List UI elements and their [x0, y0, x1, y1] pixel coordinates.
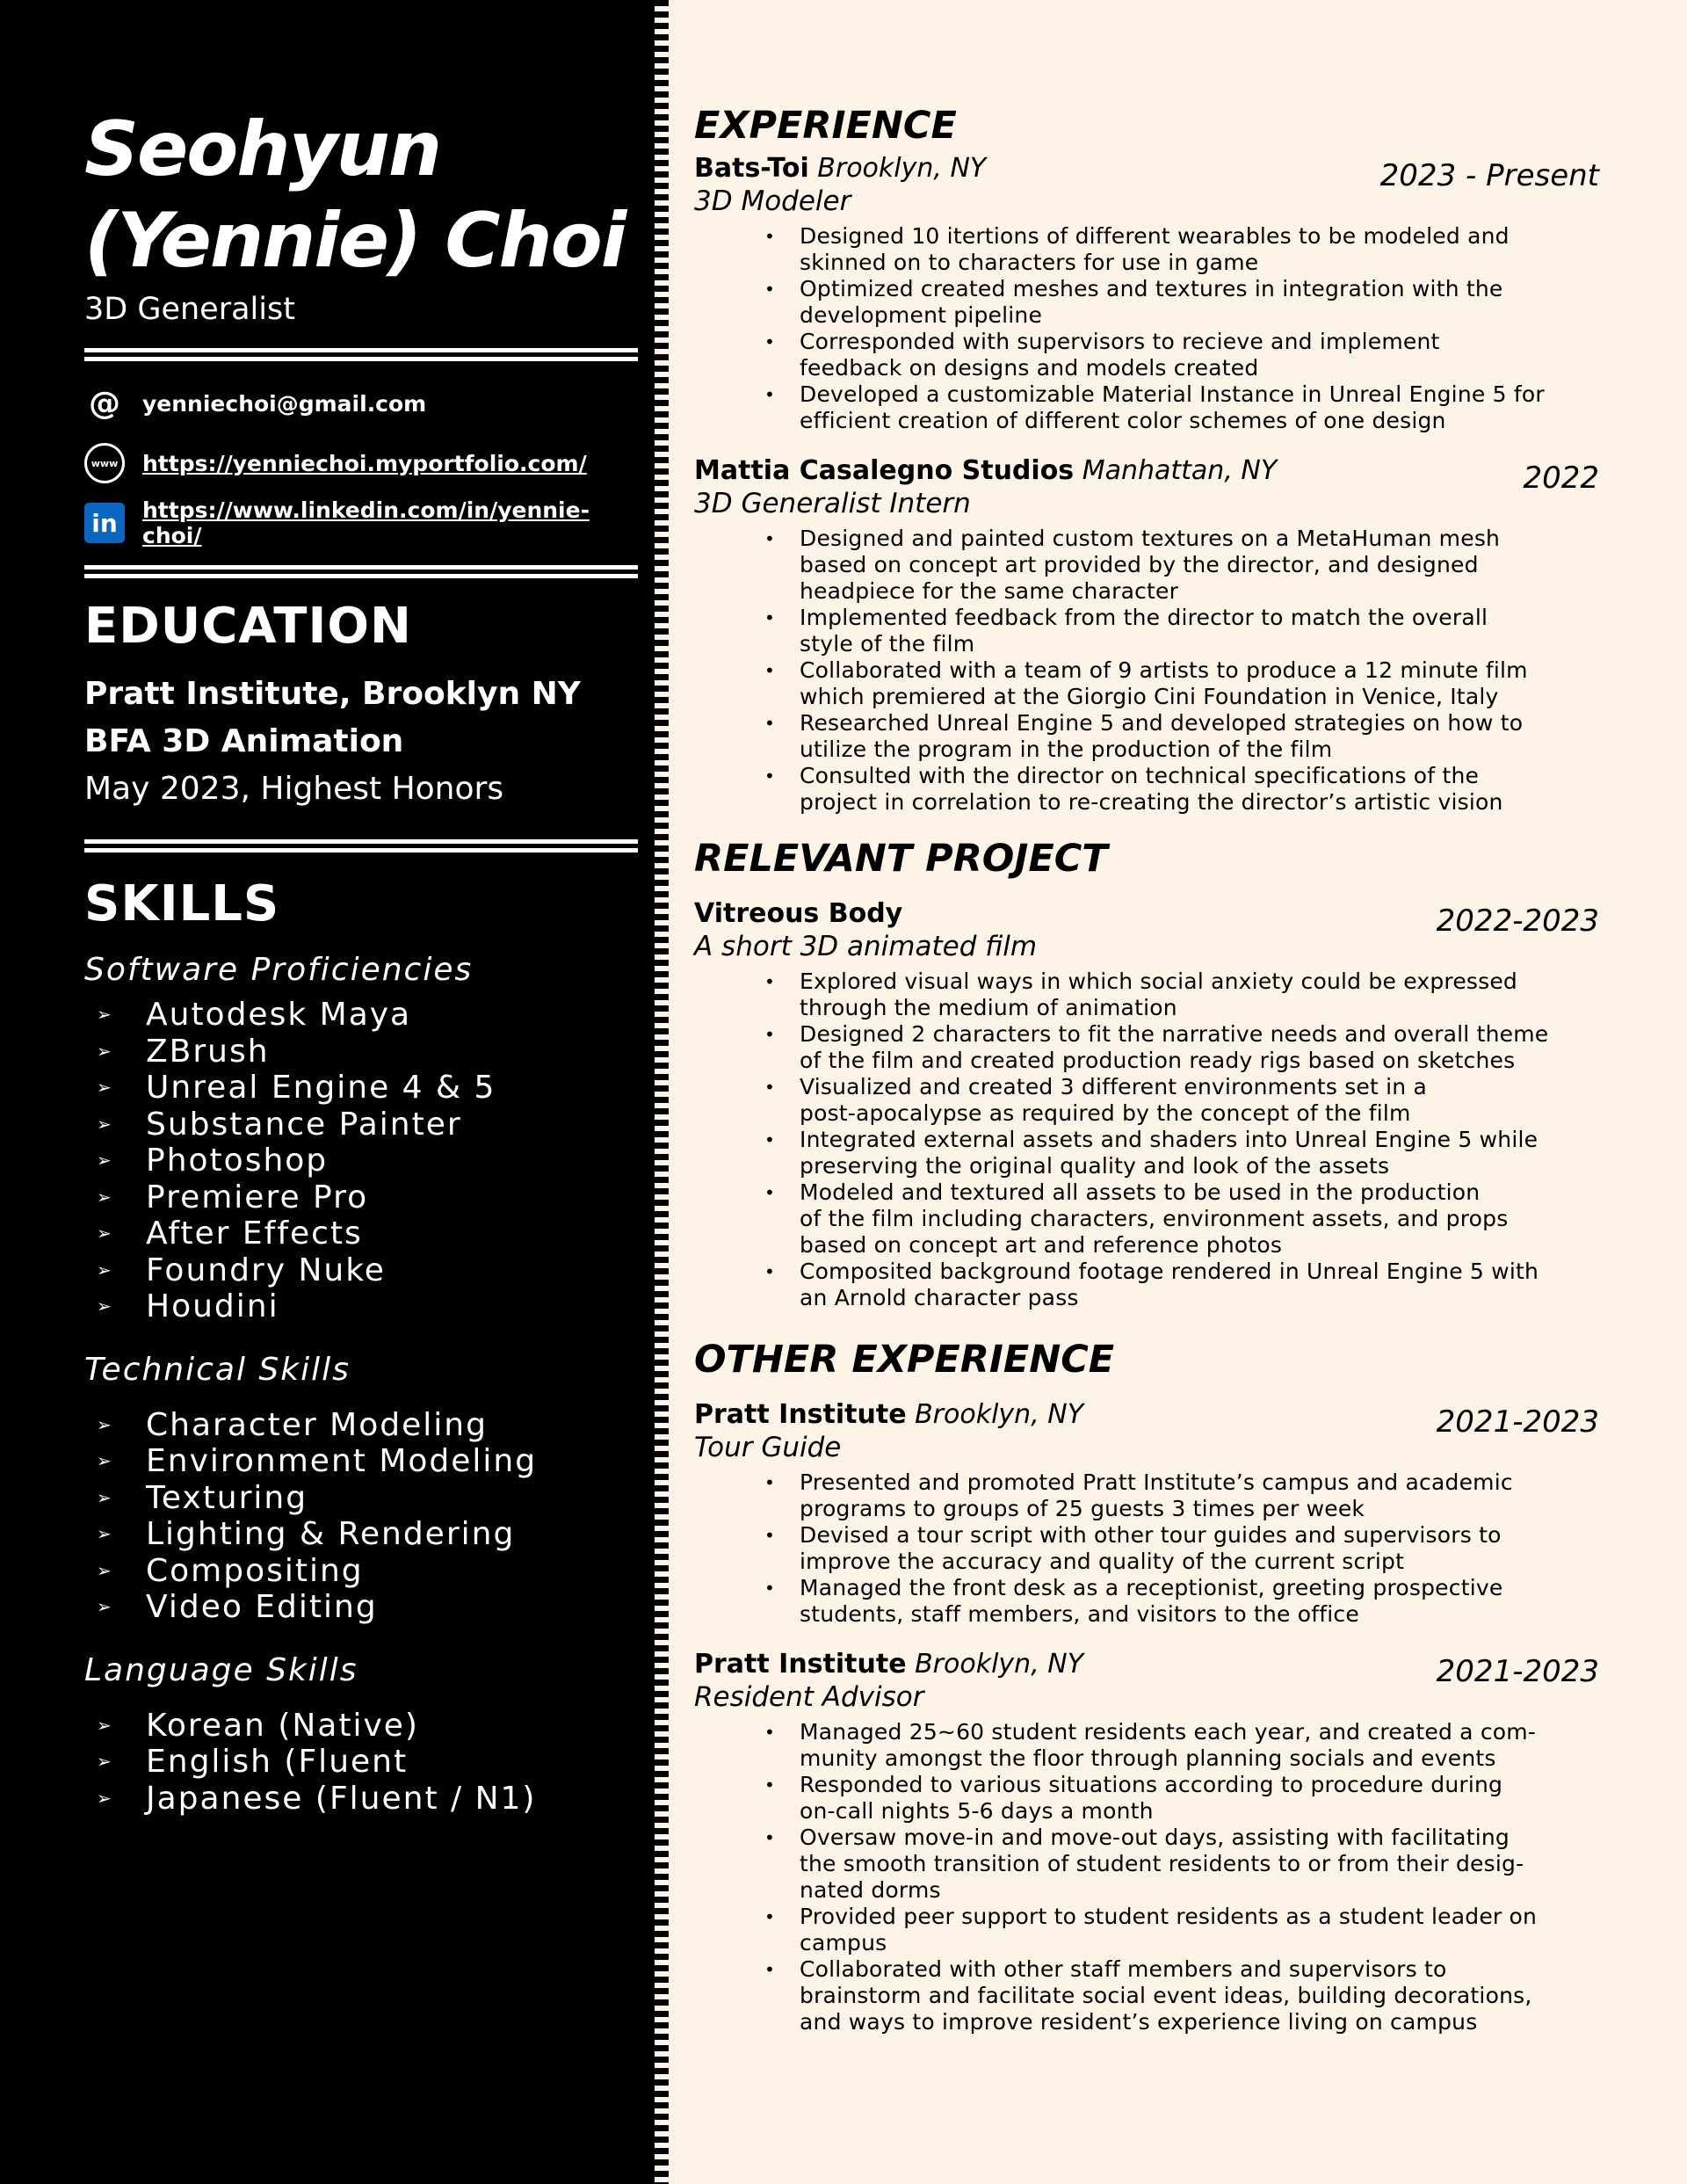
arrow-bullet-icon: ➢	[97, 1523, 113, 1544]
bullet-item	[764, 969, 1599, 1021]
skill-item	[84, 997, 638, 1034]
skill-item	[84, 1781, 638, 1818]
contact-list	[84, 374, 638, 553]
bullet-line: preserving the original quality and look of the assets	[800, 1153, 1390, 1179]
bullet-item	[764, 1179, 1599, 1259]
arrow-bullet-icon: ➢	[97, 1077, 113, 1098]
bullet-line: Integrated external assets and shaders into Unreal Engine 5 while	[800, 1127, 1539, 1152]
entry-location: Manhattan, NY	[1082, 455, 1278, 486]
entry-date: 2021-2023	[1436, 1654, 1599, 1689]
bullet-line: based on concept art and reference photos	[800, 1232, 1283, 1258]
skill-list	[84, 1708, 638, 1818]
skill-item-text: Substance Painter	[146, 1106, 462, 1143]
bullet-item	[764, 1127, 1599, 1179]
bullet-line: Explored visual ways in which social anxiety could be expressed	[800, 969, 1518, 994]
section-heading: OTHER EXPERIENCE	[694, 1338, 1115, 1382]
bullet-line: Designed 10 itertions of different wearables to be modeled and	[800, 223, 1510, 249]
bullet-line: Responded to various situations according to procedure during	[800, 1772, 1503, 1797]
skill-item-text: Japanese (Fluent / N1)	[146, 1780, 537, 1817]
skill-item	[84, 1252, 638, 1289]
bullet-line: Collaborated with other staff members and supervisors to	[800, 1956, 1447, 1982]
bullet-line: Optimized created meshes and textures in integration with the	[800, 276, 1503, 301]
bullet-line: Visualized and created 3 different environments set in a	[800, 1074, 1428, 1099]
bullet-item	[764, 276, 1599, 329]
skill-item-text: Character Modeling	[146, 1406, 488, 1443]
bullet-line: nated dorms	[800, 1877, 941, 1903]
divider	[84, 839, 638, 853]
bullet-line: Presented and promoted Pratt Institute’s campus and academic	[800, 1469, 1513, 1495]
bullet-line: Devised a tour script with other tour guides and supervisors to	[800, 1522, 1502, 1548]
bullet-line: Corresponded with supervisors to recieve and implement	[800, 329, 1440, 354]
education-school: Pratt Institute, Brooklyn NY	[84, 676, 581, 712]
entry-location: Brooklyn, NY	[915, 1399, 1084, 1430]
bullet-line: efficient creation of different color schemes of one design	[800, 408, 1446, 433]
section-heading: RELEVANT PROJECT	[694, 837, 1108, 881]
entry-date: 2022	[1523, 461, 1599, 496]
skill-item-text: English (Fluent	[146, 1744, 409, 1780]
sidebar-content	[84, 104, 638, 1817]
arrow-bullet-icon: ➢	[97, 1040, 113, 1062]
education-degree: BFA 3D Animation	[84, 723, 404, 759]
main-content	[694, 104, 1599, 2035]
name-line-2: (Yennie) Choi	[84, 197, 626, 285]
linkedin-icon: in	[84, 503, 125, 543]
skill-item-text: Compositing	[146, 1552, 364, 1589]
skill-item-text: After Effects	[146, 1215, 363, 1252]
divider	[84, 565, 638, 578]
skill-item	[84, 1708, 638, 1745]
bullet-item	[764, 1825, 1599, 1904]
bullet-line: campus	[800, 1930, 887, 1955]
resume-section	[694, 837, 1599, 1311]
bullet-item	[764, 1956, 1599, 2035]
bullet-item	[764, 657, 1599, 710]
skills-groups	[84, 952, 638, 1817]
entry-organization: Pratt Institute	[694, 1649, 907, 1680]
entry-organization: Pratt Institute	[694, 1399, 907, 1430]
bullet-line: Designed and painted custom textures on a MetaHuman mesh	[800, 526, 1501, 551]
contact-portfolio[interactable]	[84, 433, 638, 493]
skill-item	[84, 1034, 638, 1070]
skill-item	[84, 1744, 638, 1781]
entry-header	[694, 1399, 1599, 1440]
experience-entry	[694, 1649, 1599, 2035]
at-sign-icon: @	[89, 385, 120, 422]
skill-item	[84, 1107, 638, 1143]
entry-header	[694, 153, 1599, 193]
bullet-item	[764, 605, 1599, 657]
skill-item	[84, 1179, 638, 1216]
skill-item-text: Foundry Nuke	[146, 1252, 386, 1288]
bullet-line: Modeled and textured all assets to be used in the production	[800, 1179, 1481, 1205]
bullet-item	[764, 223, 1599, 276]
skill-item	[84, 1589, 638, 1626]
bullet-line: Researched Unreal Engine 5 and developed strategies on how to	[800, 710, 1524, 736]
experience-entry	[694, 153, 1599, 434]
bullet-line: through the medium of animation	[800, 995, 1177, 1020]
bullet-line: project in correlation to re-creating the director’s artistic vision	[800, 789, 1503, 815]
bullet-line: post-apocalypse as required by the concept of the film	[800, 1100, 1411, 1126]
bullet-line: Managed 25~60 student residents each year, and created a com-	[800, 1719, 1537, 1745]
arrow-bullet-icon: ➢	[97, 1787, 113, 1809]
arrow-bullet-icon: ➢	[97, 1559, 113, 1581]
education-heading: EDUCATION	[84, 598, 412, 655]
bullet-item	[764, 1469, 1599, 1522]
entry-organization: Mattia Casalegno Studios	[694, 455, 1075, 486]
entry-date: 2021-2023	[1436, 1404, 1599, 1440]
bullet-item	[764, 1259, 1599, 1311]
bullet-item	[764, 526, 1599, 605]
bullet-line: utilize the program in the production of the film	[800, 736, 1333, 762]
bullet-line: of the film and created production ready rigs based on sketches	[800, 1048, 1516, 1073]
bullet-item	[764, 1719, 1599, 1772]
bullet-line: improve the accuracy and quality of the current script	[800, 1549, 1405, 1574]
sidebar	[0, 0, 655, 2184]
bullet-line: Designed 2 characters to fit the narrative needs and overall theme	[800, 1021, 1549, 1047]
bullet-line: style of the film	[800, 631, 975, 657]
skill-item-text: Korean (Native)	[146, 1707, 419, 1744]
entry-role: Tour Guide	[694, 1432, 842, 1463]
skill-item-text: Unreal Engine 4 & 5	[146, 1070, 496, 1106]
bullet-line: Provided peer support to student residents as a student leader on	[800, 1904, 1538, 1929]
entry-date: 2022-2023	[1436, 903, 1599, 939]
bullet-line: the smooth transition of student residents to or from their desig-	[800, 1851, 1524, 1876]
contact-email[interactable]	[84, 374, 638, 433]
entry-header	[694, 455, 1599, 496]
divider	[84, 348, 638, 361]
entry-header	[694, 898, 1599, 939]
skill-item-text: Video Editing	[146, 1589, 378, 1625]
bullet-line: Developed a customizable Material Instance in Unreal Engine 5 for	[800, 381, 1545, 407]
bullet-item	[764, 329, 1599, 381]
contact-linkedin[interactable]	[84, 493, 638, 553]
entry-date: 2023 - Present	[1379, 158, 1599, 193]
skill-item	[84, 1480, 638, 1517]
entry-role: 3D Modeler	[694, 185, 851, 217]
skill-item	[84, 1288, 638, 1325]
skill-list	[84, 1407, 638, 1626]
arrow-bullet-icon: ➢	[97, 1751, 113, 1772]
skill-item-text: Autodesk Maya	[146, 997, 412, 1033]
arrow-bullet-icon: ➢	[97, 1004, 113, 1025]
candidate-name	[84, 104, 638, 287]
arrow-bullet-icon: ➢	[97, 1186, 113, 1208]
bullet-item	[764, 1021, 1599, 1074]
bullet-line: headpiece for the same character	[800, 578, 1179, 604]
arrow-bullet-icon: ➢	[97, 1295, 113, 1317]
bullet-item	[764, 1904, 1599, 1956]
bullet-line: students, staff members, and visitors to the office	[800, 1601, 1359, 1627]
skill-list	[84, 997, 638, 1325]
bullet-line: Managed the front desk as a receptionist, greeting prospective	[800, 1575, 1503, 1600]
portfolio-link[interactable]: https://yenniechoi.myportfolio.com/	[142, 450, 587, 476]
entry-location: Brooklyn, NY	[915, 1649, 1084, 1680]
bullet-line: programs to groups of 25 guests 3 times per week	[800, 1496, 1365, 1521]
bullet-line: development pipeline	[800, 302, 1043, 328]
bullet-item	[764, 1772, 1599, 1825]
entry-bullets	[694, 1719, 1599, 2035]
arrow-bullet-icon: ➢	[97, 1259, 113, 1281]
entry-bullets	[694, 526, 1599, 816]
bullet-line: of the film including characters, environment assets, and props	[800, 1206, 1509, 1231]
arrow-bullet-icon: ➢	[97, 1223, 113, 1244]
bullet-item	[764, 1074, 1599, 1127]
arrow-bullet-icon: ➢	[97, 1486, 113, 1508]
entry-role: A short 3D animated film	[694, 931, 1038, 962]
skills-heading: SKILLS	[84, 875, 280, 932]
skill-item-text: Environment Modeling	[146, 1443, 538, 1479]
bullet-line: on-call nights 5-6 days a month	[800, 1798, 1154, 1824]
entry-bullets	[694, 1469, 1599, 1628]
skill-item	[84, 1070, 638, 1107]
arrow-bullet-icon: ➢	[97, 1714, 113, 1736]
education-block	[84, 671, 638, 813]
entry-role: 3D Generalist Intern	[694, 488, 971, 519]
experience-entry	[694, 1399, 1599, 1628]
skill-item	[84, 1215, 638, 1252]
bullet-line: Collaborated with a team of 9 artists to produce a 12 minute film	[800, 657, 1528, 683]
skill-item	[84, 1407, 638, 1444]
skill-item-text: Houdini	[146, 1288, 279, 1324]
bullet-line: based on concept art provided by the director, and designed	[800, 552, 1479, 577]
resume-section	[694, 1338, 1599, 2035]
entry-header	[694, 1649, 1599, 1689]
email-text[interactable]: yenniechoi@gmail.com	[142, 390, 427, 417]
bullet-line: brainstorm and facilitate social event ideas, building decorations,	[800, 1983, 1532, 2008]
skill-group-title: Technical Skills	[84, 1351, 351, 1388]
job-title: 3D Generalist	[84, 292, 295, 327]
arrow-bullet-icon: ➢	[97, 1413, 113, 1435]
resume-section	[694, 104, 1599, 816]
bullet-line: munity amongst the floor through planning socials and events	[800, 1745, 1496, 1771]
bullet-line: Composited background footage rendered in Unreal Engine 5 with	[800, 1259, 1539, 1284]
globe-icon: www	[84, 443, 125, 483]
entry-role: Resident Advisor	[694, 1681, 924, 1713]
arrow-bullet-icon: ➢	[97, 1113, 113, 1135]
bullet-line: Implemented feedback from the director to match the overall	[800, 605, 1488, 630]
bullet-line: an Arnold character pass	[800, 1285, 1079, 1310]
entry-bullets	[694, 969, 1599, 1311]
entry-organization: Vitreous Body	[694, 898, 903, 929]
skill-item-text: Premiere Pro	[146, 1179, 369, 1215]
experience-entry	[694, 455, 1599, 816]
arrow-bullet-icon: ➢	[97, 1450, 113, 1471]
linkedin-link[interactable]: https://www.linkedin.com/in/yennie-choi/	[142, 497, 590, 548]
bullet-line: skinned on to characters for use in game	[800, 250, 1259, 275]
bullet-item	[764, 1522, 1599, 1575]
skill-item-text: ZBrush	[146, 1033, 270, 1070]
education-details: May 2023, Highest Honors	[84, 771, 504, 807]
skill-item	[84, 1443, 638, 1480]
skill-group-title: Language Skills	[84, 1651, 358, 1688]
bullet-line: Consulted with the director on technical specifications of the	[800, 763, 1480, 788]
name-line-1: Seohyun	[84, 105, 441, 193]
entry-bullets	[694, 223, 1599, 434]
perforated-edge	[655, 0, 669, 2184]
bullet-item	[764, 763, 1599, 816]
skill-item	[84, 1516, 638, 1553]
arrow-bullet-icon: ➢	[97, 1150, 113, 1171]
bullet-line: Oversaw move-in and move-out days, assisting with facilitating	[800, 1825, 1510, 1850]
section-heading: EXPERIENCE	[694, 104, 957, 148]
bullet-line: feedback on designs and models created	[800, 355, 1259, 381]
skill-item	[84, 1143, 638, 1179]
skill-item-text: Texturing	[146, 1479, 308, 1516]
entry-organization: Bats-Toi	[694, 153, 809, 184]
skill-item	[84, 1553, 638, 1590]
bullet-item	[764, 381, 1599, 434]
bullet-line: which premiered at the Giorgio Cini Foundation in Venice, Italy	[800, 684, 1499, 709]
entry-location: Brooklyn, NY	[817, 153, 987, 184]
bullet-item	[764, 710, 1599, 763]
skill-item-text: Lighting & Rendering	[146, 1516, 516, 1552]
bullet-item	[764, 1575, 1599, 1628]
skill-group-title: Software Proficiencies	[84, 952, 474, 988]
experience-entry	[694, 898, 1599, 1311]
skill-item-text: Photoshop	[146, 1143, 329, 1179]
bullet-line: and ways to improve resident’s experience living on campus	[800, 2009, 1478, 2035]
arrow-bullet-icon: ➢	[97, 1596, 113, 1617]
